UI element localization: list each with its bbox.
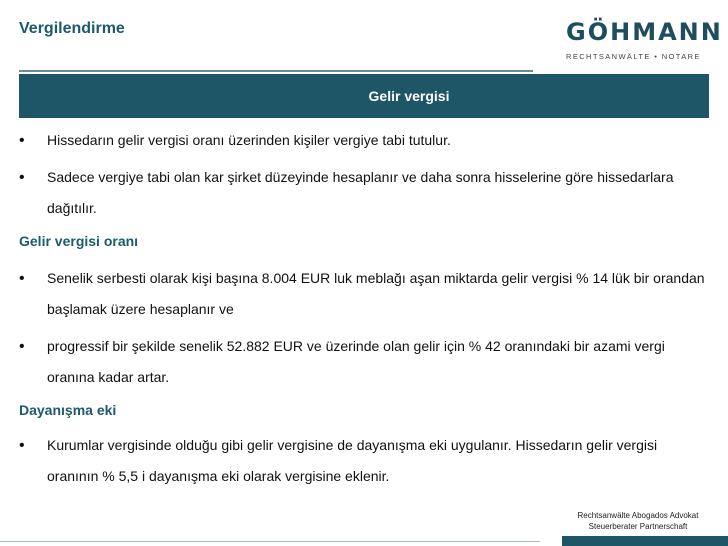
logo-tagline: RECHTSANWÄLTE • NOTARE — [566, 52, 701, 61]
section-header-title: Gelir vergisi — [368, 88, 450, 104]
list-item — [19, 162, 709, 224]
list-item-text: Senelik serbesti olarak kişi başına 8.004 EUR luk meblağı aşan miktarda gelir vergisi % 14 lük bir orandan başlamak üzere hesaplanır ve — [47, 270, 705, 317]
bullet-icon: • — [19, 270, 25, 287]
top-divider — [19, 70, 533, 72]
bottom-divider — [0, 541, 540, 542]
list-item-text: Hissedarın gelir vergisi oranı üzerinden kişiler vergiye tabi tutulur. — [47, 132, 451, 148]
footer-color-bar — [562, 536, 728, 546]
firm-logo — [566, 18, 723, 61]
bullet-icon: • — [19, 338, 25, 355]
list-item-text: Sadece vergiye tabi olan kar şirket düzeyinde hesaplanır ve daha sonra hisselerine göre hissedarlara dağıtılır. — [47, 169, 674, 216]
section-heading-solidarity: Dayanışma eki — [19, 402, 117, 418]
footer-line-2: Steuerberater Partnerschaft — [588, 522, 688, 531]
list-item-text: Kurumlar vergisinde olduğu gibi gelir vergisine de dayanışma eki uygulanır. Hissedarın gelir vergisi oranının % 5,5 i dayanışma eki olarak vergisine eklenir. — [47, 437, 658, 484]
bullet-icon: • — [19, 169, 25, 186]
list-item — [19, 263, 709, 325]
bullet-icon: • — [19, 437, 25, 454]
section-heading-rate: Gelir vergisi oranı — [19, 233, 139, 249]
logo-wordmark: GÖHMANN — [566, 18, 723, 46]
list-item — [19, 430, 709, 492]
page-title: Vergilendirme — [19, 20, 125, 37]
list-item — [19, 331, 709, 393]
footer-firm-text — [558, 510, 718, 532]
bullet-icon: • — [19, 132, 25, 149]
footer-line-1: Rechtsanwälte Abogados Advokat — [577, 511, 699, 520]
list-item-text: progressif bir şekilde senelik 52.882 EUR ve üzerinde olan gelir için % 42 oranındaki bir azami vergi oranına kadar artar. — [47, 338, 665, 385]
list-item — [19, 125, 709, 156]
section-header-bar — [19, 74, 709, 118]
slide-content — [19, 125, 709, 492]
